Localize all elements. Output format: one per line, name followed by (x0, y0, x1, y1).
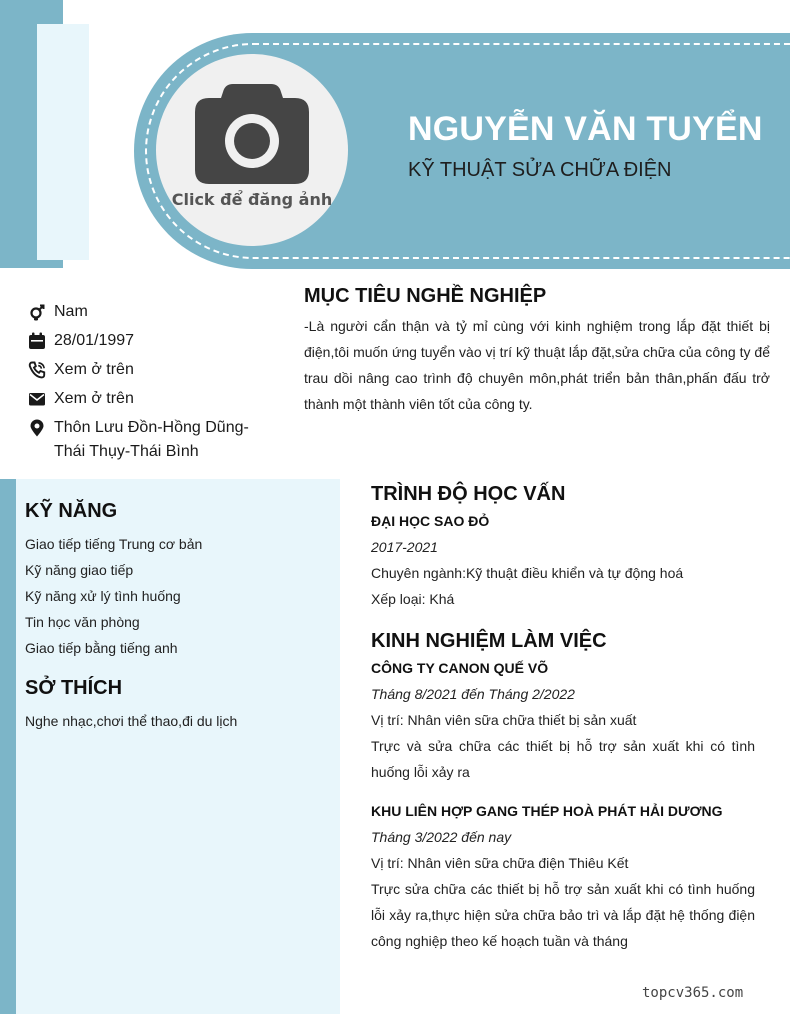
experience-description: Trực sửa chữa các thiết bị hỗ trợ sản xuất khi có tình huống lỗi xảy ra,thực hiện sửa chữa bảo trì và lắp đặt hệ thống điện công nghiệp theo kế hoạch tuần và tháng (371, 881, 755, 949)
experience-entry (371, 798, 755, 954)
info-address (28, 416, 278, 464)
experience-heading: KINH NGHIỆM LÀM VIỆC (371, 630, 607, 652)
email-icon (28, 387, 54, 411)
experience-section (371, 629, 755, 954)
skill-item: Giao tiếp bằng tiếng anh (25, 640, 178, 656)
info-email (28, 387, 278, 411)
skill-item: Kỹ năng giao tiếp (25, 562, 134, 578)
skill-item: Kỹ năng xử lý tình huống (25, 588, 181, 604)
profile-photo-upload[interactable] (156, 54, 348, 246)
education-period: 2017-2021 (371, 539, 438, 555)
experience-entry (371, 655, 755, 785)
experience-period: Tháng 8/2021 đến Tháng 2/2022 (371, 686, 575, 702)
experience-period: Tháng 3/2022 đến nay (371, 829, 512, 845)
candidate-job-title: KỸ THUẬT SỬA CHỮA ĐIỆN (408, 159, 672, 181)
experience-company: CÔNG TY CANON QUẾ VÕ (371, 660, 549, 676)
education-section (371, 482, 755, 612)
objective-text: -Là người cẩn thận và tỷ mỉ cùng với kinh nghiệm trong lắp đặt thiết bị điện,tôi muốn ứng tuyển vào vị trí kỹ thuật lắp đặt,sửa chữa của công ty để trau dồi nâng cao trình độ chuyên môn,phát triển bản thân,phấn đấu trở thành một thành viên tốt của công ty. (304, 318, 770, 412)
info-birthdate (28, 329, 278, 353)
info-phone (28, 358, 278, 382)
objective-heading: MỤC TIÊU NGHỀ NGHIỆP (304, 285, 547, 307)
info-email-value: Xem ở trên (54, 390, 134, 407)
location-icon (28, 416, 54, 440)
info-birthdate-value: 28/01/1997 (54, 332, 135, 349)
skills-heading: KỸ NĂNG (25, 500, 118, 522)
experience-description: Trực và sửa chữa các thiết bị hỗ trợ sản xuất khi có tình huống lỗi xảy ra (371, 738, 755, 780)
education-rank: Xếp loại: Khá (371, 591, 455, 607)
camera-icon (195, 84, 309, 184)
experience-position: Vị trí: Nhân viên sữa chữa thiết bị sản xuất (371, 712, 637, 728)
info-gender-value: Nam (54, 303, 88, 320)
photo-upload-caption: Click để đăng ảnh (171, 190, 333, 209)
skills-list (25, 531, 202, 661)
skill-item: Tin học văn phòng (25, 614, 140, 630)
hobbies-heading: SỞ THÍCH (25, 677, 123, 699)
info-gender (28, 300, 278, 324)
calendar-icon (28, 329, 54, 353)
education-school: ĐẠI HỌC SAO ĐỎ (371, 513, 490, 529)
header-left-light-strip (37, 24, 89, 260)
education-major: Chuyên ngành:Kỹ thuật điều khiển và tự động hoá (371, 565, 684, 581)
sidebar-accent-bar (0, 479, 16, 1014)
education-heading: TRÌNH ĐỘ HỌC VẤN (371, 483, 566, 505)
gender-icon (28, 300, 54, 324)
experience-position: Vị trí: Nhân viên sữa chữa điện Thiêu Kết (371, 855, 629, 871)
phone-icon (28, 358, 54, 382)
experience-company: KHU LIÊN HỢP GANG THÉP HOÀ PHÁT HẢI DƯƠNG (371, 803, 723, 819)
info-address-value: Thôn Lưu Đồn-Hồng Dũng-Thái Thụy-Thái Bình (54, 419, 249, 460)
candidate-name: NGUYỄN VĂN TUYỂN (408, 110, 763, 148)
watermark: topcv365.com (642, 985, 744, 1001)
hobbies-text: Nghe nhạc,chơi thể thao,đi du lịch (25, 713, 238, 729)
personal-info (28, 300, 278, 469)
info-phone-value: Xem ở trên (54, 361, 134, 378)
skill-item: Giao tiếp tiếng Trung cơ bản (25, 536, 203, 552)
